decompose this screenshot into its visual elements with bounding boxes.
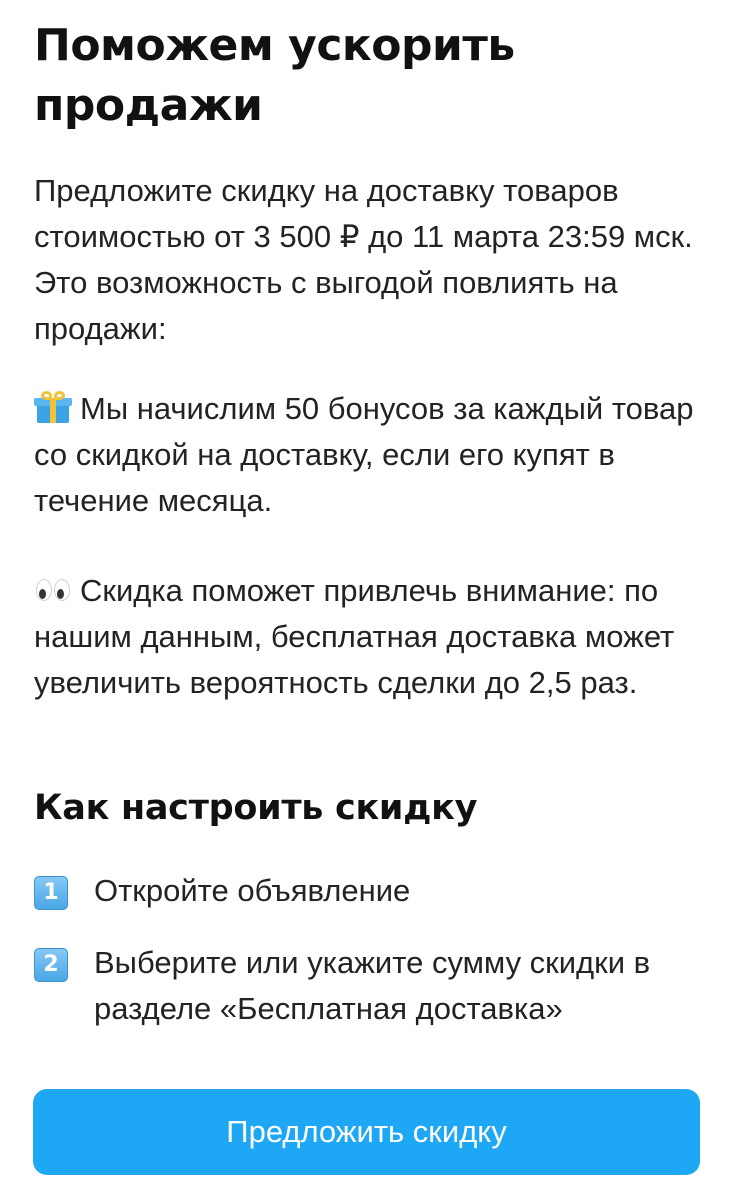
step-text: Откройте объявление [94, 873, 411, 908]
offer-discount-button[interactable]: Предложить скидку [33, 1089, 700, 1175]
gift-icon [34, 391, 72, 423]
benefit-bonuses-text: Мы начислим 50 бонусов за каждый товар со скидкой на доставку, если его купят в течение месяца. [34, 391, 694, 518]
howto-title: Как настроить скидку [34, 788, 478, 828]
eyes-icon [34, 577, 72, 603]
keycap-one-icon: 1 [34, 876, 68, 910]
benefit-bonuses [34, 386, 704, 524]
keycap-two-icon: 2 [34, 948, 68, 982]
page-title: Поможем ускорить продажи [34, 20, 515, 131]
step-text: Выберите или укажите сумму скидки в разделе «Бесплатная доставка» [94, 945, 651, 1026]
benefit-attention [34, 568, 704, 706]
intro-text: Предложите скидку на доставку товаров стоимостью от 3 500 ₽ до 11 марта 23:59 мск. Это возможность с выгодой повлиять на продажи: [34, 173, 693, 346]
benefit-attention-text: Скидка поможет привлечь внимание: по нашим данным, бесплатная доставка может увеличить вероятность сделки до 2,5 раз. [34, 573, 675, 700]
